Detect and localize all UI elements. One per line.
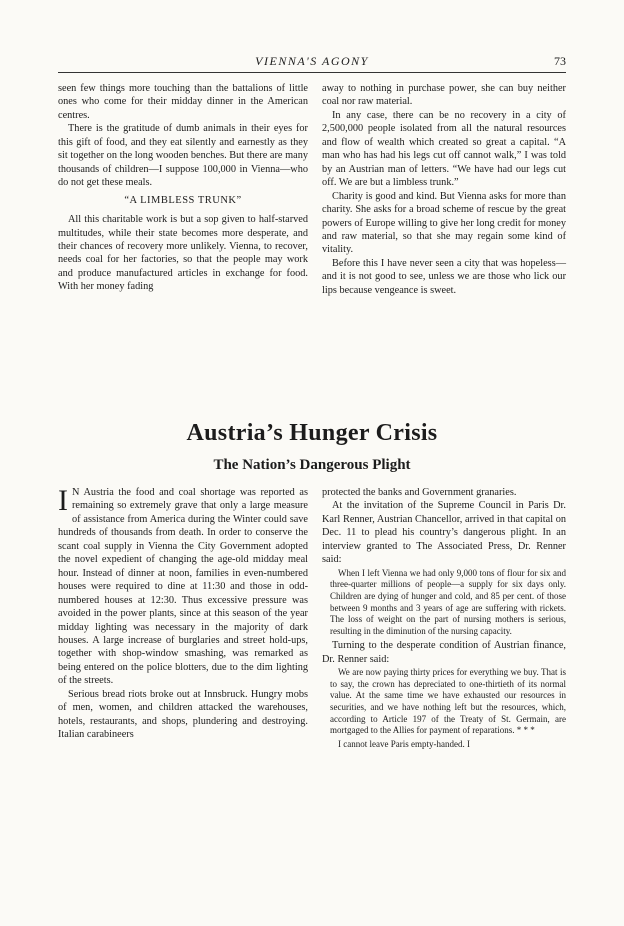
paragraph: Before this I have never seen a city that was hopeless—and it is not good to see, unless we are those who lick our lips because vengeance is sweet. [322,257,566,296]
page-number: 73 [554,54,566,68]
paragraph: Turning to the desperate condition of Austrian finance, Dr. Renner said: [322,640,566,665]
paragraph: Serious bread riots broke out at Innsbruck. Hungry mobs of men, women, and children attacked the warehouses, hotels, restaurants, and shops, plundering and destroying. Italian carabineers [58,688,308,741]
paragraph-text: N Austria the food and coal shortage was reported as remaining so extremely grave that only a large measure of assistance from America during the Winter could save hundreds of thousands from death. In order to conserve the scant coal supply in Vienna the City Government adopted the novel expedient of changing the age-old midday meal hour. Instead of dinner at noon, families in even-numbered houses were required to dine at 11:30 and those in odd-numbered houses at 12:30. Thus excessive pressure was avoided in the power plants, since at this season of the year midday lighting was necessary in the majority of dark houses. A large increase of burglaries and street hold-ups, together with shop-window smashing, was remarked as being entered on the police blotters, due to the dim lighting of the streets. [58,487,308,687]
paragraph: All this charitable work is but a sop given to half-starved multitudes, while their state becomes more desperate, and their chances of recovery more unlikely. Vienna, to recover, needs coal for her factories, so that the people may work and produce manufactured articles in exchange for food. With her money fading [58,214,308,293]
drop-cap: I [58,484,68,517]
paragraph: seen few things more touching than the battalions of little ones who come for their midday dinner in the American centres. [58,83,308,121]
paragraph [58,486,308,688]
continued-column-left [58,82,308,294]
page-header [58,54,566,73]
paragraph: protected the banks and Government granaries. [322,487,517,498]
paragraph: Charity is good and kind. But Vienna asks for more than charity. She asks for a broad scheme of rescue by the great powers of Europe willing to give her long credit for money and raw material, so that she may regain some kind of vitality. [322,190,566,256]
block-quote-continued: I cannot leave Paris empty-handed. I [338,738,470,749]
article-column-left [58,486,308,742]
article-subtitle: The Nation’s Dangerous Plight [213,457,411,473]
paragraph: At the invitation of the Supreme Council in Paris Dr. Karl Renner, Austrian Chancellor, arrived in that capital on Dec. 11 to plead his country’s dangerous plight. In an interview granted to The Associated Press, Dr. Renner said: [322,500,566,566]
block-quote: When I left Vienna we had only 9,000 tons of flour for six and three-quarter millions of people—a supply for six days only. Children are dying of hunger and cold, and 85 per cent. of those between 9 months and 3 years of age are suffering with rickets. The loss of weight on the part of nursing mothers is serious, resulting in the diminution of the nursing capacity. [330,567,566,636]
paragraph: away to nothing in purchase power, she can buy neither coal nor raw material. [322,83,566,108]
article-title: Austria’s Hunger Crisis [186,420,438,446]
block-quote: We are now paying thirty prices for everything we buy. That is to say, the crown has depreciated to one-thirtieth of its normal value. At the same time we have exhausted our resources in securities, and we have nothing left but the resources, which, according to Article 197 of the Treaty of St. Germain, are mortgaged to the Allies for payment of reparations. * * * [330,667,566,736]
paragraph: In any case, there can be no recovery in a city of 2,500,000 people isolated from all the natural resources and flow of wealth which created so great a capital. “A man who has had his legs cut off cannot walk,” I was told by an Austrian man of letters. “We have had our legs cut off. We are but a limbless trunk.” [322,109,566,189]
article-column-right [322,486,566,752]
paragraph: There is the gratitude of dumb animals in their eyes for this gift of food, and they eat silently and earnestly as they sit together on the long wooden benches. But there are many thousands of children—I suppose 100,000 in Vienna—who do not get these meals. [58,123,308,189]
continued-column-right [322,82,566,297]
section-subheading: “A LIMBLESS TRUNK” [124,194,242,206]
running-title: VIENNA'S AGONY [255,54,369,68]
